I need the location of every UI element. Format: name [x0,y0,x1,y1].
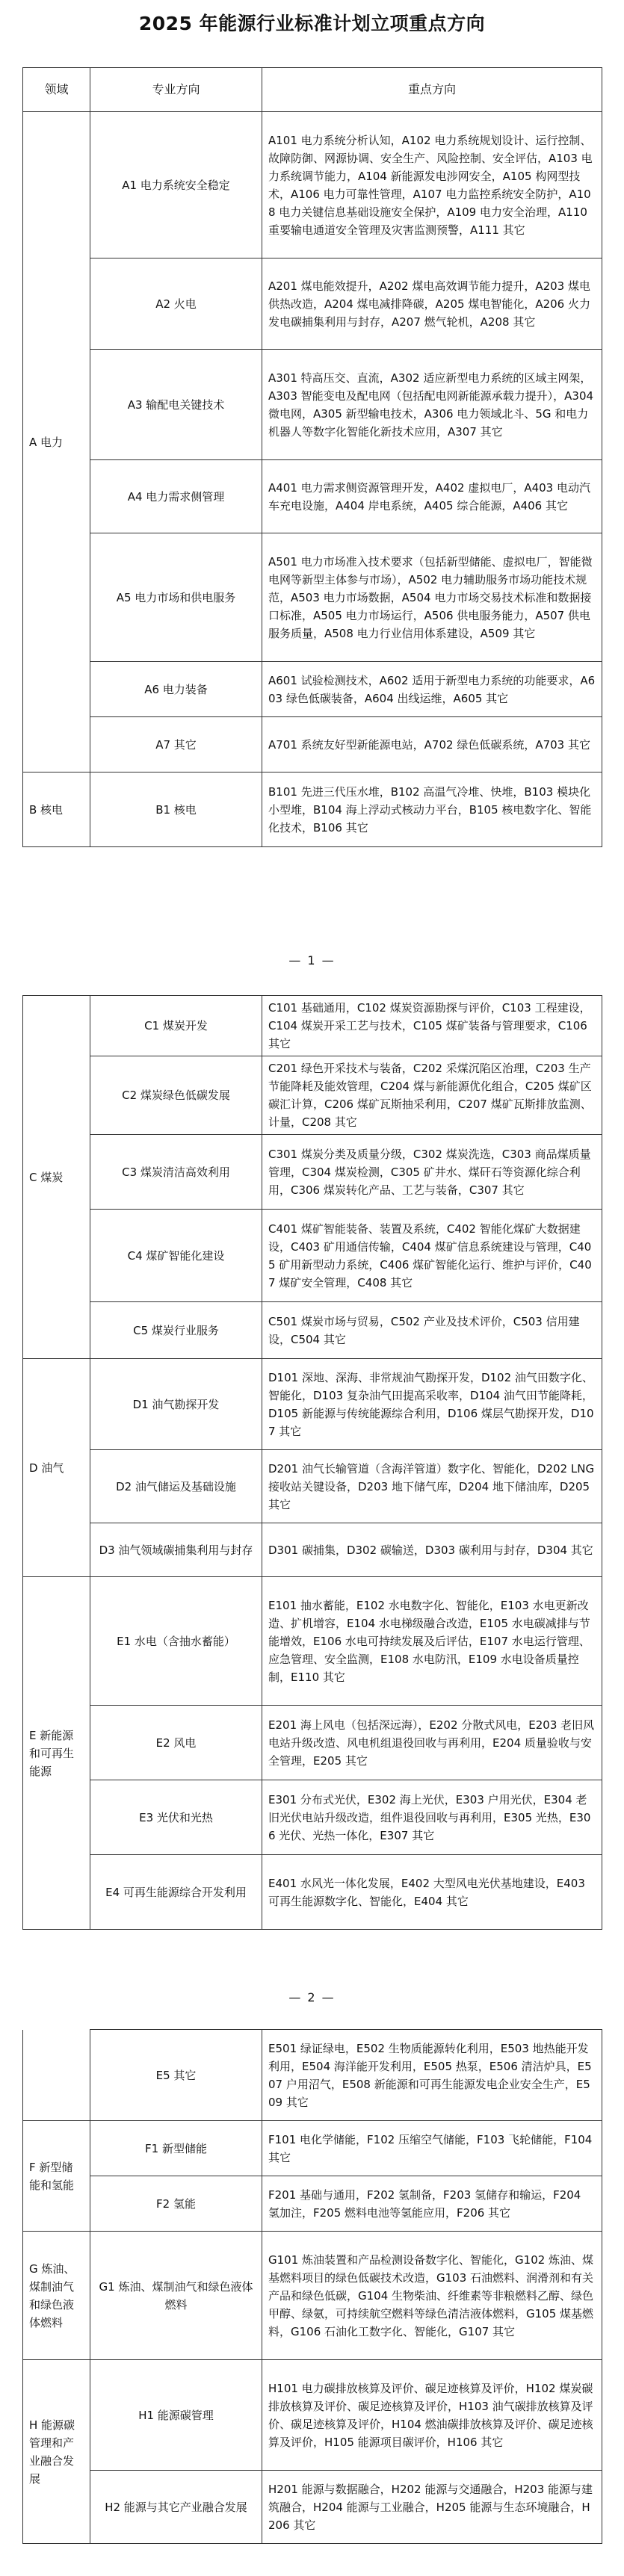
key-areas-cell: D101 深地、深海、非常规油气勘探开发，D102 油气田数字化、智能化，D103 复杂油气田提高采收率，D104 油气田节能降耗，D105 新能源与传统能源综合利用，D106 煤层气勘探开发，D107 其它 [262,1359,602,1450]
key-areas-cell: H201 能源与数据融合，H202 能源与交通融合，H203 能源与建筑融合，H204 能源与工业融合，H205 能源与生态环境融合，H206 其它 [262,2471,602,2544]
key-areas-cell: A101 电力系统分析认知，A102 电力系统规划设计、运行控制、故障防御、网源协调、安全生产、风险控制、安全评估，A103 电力系统调节能力，A104 新能源发电涉网安全，A105 构网型技术，A106 电力可靠性管理，A107 电力监控系统安全防护，A108 电力关键信息基础设施安全保护，A109 电力安全治理，A110 重要输电通道安全管理及灾害监测预警，A111 其它 [262,112,602,258]
table-row [23,2232,602,2360]
table-row [23,1855,602,1930]
table-row [23,533,602,662]
direction-cell: A3 输配电关键技术 [90,350,262,460]
direction-cell: F2 氢能 [90,2176,262,2232]
table-row [23,773,602,847]
table-row [23,1359,602,1450]
direction-cell: E5 其它 [90,2030,262,2121]
standards-table-page-2 [22,995,602,1930]
key-areas-cell: A401 电力需求侧资源管理开发，A402 虚拟电厂，A403 电动汽车充电设施，A404 岸电系统，A405 综合能源，A406 其它 [262,460,602,533]
table-row [23,350,602,460]
direction-cell: E1 水电（含抽水蓄能） [90,1577,262,1706]
table-row [23,2030,602,2121]
direction-cell: C4 煤矿智能化建设 [90,1210,262,1302]
table-row [23,112,602,258]
direction-cell: A1 电力系统安全稳定 [90,112,262,258]
table-row [23,996,602,1056]
domain-cell: E 新能源和可再生能源 [23,1577,90,1930]
key-areas-cell: A701 系统友好型新能源电站，A702 绿色低碳系统，A703 其它 [262,717,602,773]
key-areas-cell: F201 基础与通用，F202 氢制备，F203 氢储存和输运，F204 氢加注，F205 燃料电池等氢能应用，F206 其它 [262,2176,602,2232]
domain-cell: G 炼油、煤制油气和绿色液体燃料 [23,2232,90,2360]
key-areas-cell: H101 电力碳排放核算及评价、碳足迹核算及评价，H102 煤炭碳排放核算及评价、碳足迹核算及评价，H103 油气碳排放核算及评价、碳足迹核算及评价，H104 燃油碳排放核算及评价、碳足迹核算及评价，H105 能源项目碳评价，H106 其它 [262,2360,602,2471]
table-row [23,1056,602,1135]
key-areas-cell: A301 特高压交、直流，A302 适应新型电力系统的区域主网架，A303 智能变电及配电网（包括配电网新能源承载力提升），A304 微电网，A305 新型输电技术，A306 电力领域北斗、5G 和电力机器人等数字化智能化新技术应用，A307 其它 [262,350,602,460]
domain-cell: C 煤炭 [23,996,90,1359]
key-areas-cell: E201 海上风电（包括深远海），E202 分散式风电，E203 老旧风电站升级改造、风电机组退役回收与再利用，E204 质量验收与安全管理，E205 其它 [262,1706,602,1780]
key-areas-cell: C501 煤炭市场与贸易，C502 产业及技术评价，C503 信用建设，C504 其它 [262,1302,602,1359]
header-key-areas: 重点方向 [262,68,602,112]
direction-cell: A5 电力市场和供电服务 [90,533,262,662]
key-areas-cell: C401 煤矿智能装备、装置及系统，C402 智能化煤矿大数据建设，C403 矿用通信传输，C404 煤矿信息系统建设与管理，C405 矿用新型动力系统，C406 煤矿智能化运行、维护与评价，C407 煤矿安全管理，C408 其它 [262,1210,602,1302]
key-areas-cell: C101 基础通用，C102 煤炭资源勘探与评价，C103 工程建设，C104 煤炭开采工艺与技术，C105 煤矿装备与管理要求，C106 其它 [262,996,602,1056]
direction-cell: D1 油气勘探开发 [90,1359,262,1450]
direction-cell: H2 能源与其它产业融合发展 [90,2471,262,2544]
direction-cell: A7 其它 [90,717,262,773]
page-number: — 2 — [288,1990,336,2004]
key-areas-cell: A201 煤电能效提升，A202 煤电高效调节能力提升，A203 煤电供热改造，A204 煤电减排降碳，A205 煤电智能化，A206 火力发电碳捕集利用与封存，A207 燃气轮机，A208 其它 [262,258,602,350]
standards-table-page-3 [22,2029,602,2544]
header-domain: 领域 [23,68,90,112]
table-row [23,2360,602,2471]
direction-cell: C1 煤炭开发 [90,996,262,1056]
key-areas-cell: E401 水风光一体化发展，E402 大型风电光伏基地建设，E403 可再生能源数字化、智能化，E404 其它 [262,1855,602,1930]
key-areas-cell: A601 试验检测技术，A602 适用于新型电力系统的功能要求，A603 绿色低碳装备，A604 出线运维，A605 其它 [262,662,602,717]
direction-cell: E4 可再生能源综合开发利用 [90,1855,262,1930]
table-row [23,1302,602,1359]
key-areas-cell: D301 碳捕集，D302 碳输送，D303 碳利用与封存，D304 其它 [262,1523,602,1577]
direction-cell: E2 风电 [90,1706,262,1780]
key-areas-cell: A501 电力市场准入技术要求（包括新型储能、虚拟电厂，智能微电网等新型主体参与市场），A502 电力辅助服务市场功能技术规范，A503 电力市场数据，A504 电力市场交易技术标准和数据接口标准，A505 电力市场运行，A506 供电服务能力，A507 供电服务质量，A508 电力行业信用体系建设，A509 其它 [262,533,602,662]
table-row [23,1577,602,1706]
table-row [23,1135,602,1210]
key-areas-cell: E501 绿证绿电，E502 生物质能源转化利用，E503 地热能开发利用，E504 海洋能开发利用，E505 热泵，E506 清洁炉具，E507 户用沼气，E508 新能源和可再生能源发电企业安全生产，E509 其它 [262,2030,602,2121]
direction-cell: E3 光伏和光热 [90,1780,262,1855]
table-row [23,2471,602,2544]
direction-cell: G1 炼油、煤制油气和绿色液体燃料 [90,2232,262,2360]
table-row [23,717,602,773]
table-row [23,460,602,533]
table-header-row [23,68,602,112]
table-row [23,258,602,350]
direction-cell: A4 电力需求侧管理 [90,460,262,533]
domain-cell: A 电力 [23,112,90,773]
table-row [23,2176,602,2232]
page-number: — 1 — [288,953,336,967]
standards-table-page-1 [22,67,602,847]
page-title: 2025 年能源行业标准计划立项重点方向 [138,13,486,34]
direction-cell: D2 油气储运及基础设施 [90,1450,262,1523]
key-areas-cell: E101 抽水蓄能，E102 水电数字化、智能化，E103 水电更新改造、扩机增容，E104 水电梯级融合改造，E105 水电碳减排与节能增效，E106 水电可持续发展及后评估，E107 水电运行管理、应急管理、安全监测，E108 水电防汛，E109 水电设备质量控制，E110 其它 [262,1577,602,1706]
table-row [23,662,602,717]
table-row [23,2121,602,2176]
key-areas-cell: E301 分布式光伏，E302 海上光伏，E303 户用光伏，E304 老旧光伏电站升级改造，组件退役回收与再利用，E305 光热，E306 光伏、光热一体化，E307 其它 [262,1780,602,1855]
header-direction: 专业方向 [90,68,262,112]
table-row [23,1523,602,1577]
table-row [23,1450,602,1523]
direction-cell: H1 能源碳管理 [90,2360,262,2471]
direction-cell: F1 新型储能 [90,2121,262,2176]
key-areas-cell: D201 油气长输管道（含海洋管道）数字化、智能化，D202 LNG 接收站关键设备，D203 地下储气库，D204 地下储油库，D205 其它 [262,1450,602,1523]
domain-cell-continued [23,2030,90,2121]
key-areas-cell: C301 煤炭分类及质量分级，C302 煤炭洗选，C303 商品煤质量管理，C304 煤炭检测，C305 矿井水、煤矸石等资源化综合利用，C306 煤炭转化产品、工艺与装备，C307 其它 [262,1135,602,1210]
key-areas-cell: F101 电化学储能，F102 压缩空气储能，F103 飞轮储能，F104 其它 [262,2121,602,2176]
key-areas-cell: G101 炼油装置和产品检测设备数字化、智能化，G102 炼油、煤基燃料项目的绿色低碳技术改造，G103 石油燃料、润滑剂和有关产品和绿色低碳，G104 生物柴油、纤维素等非粮燃料乙醇、绿色甲醇、绿氨，可持续航空燃料等绿色清洁液体燃料，G105 煤基燃料，G106 石油化工数字化、智能化，G107 其它 [262,2232,602,2360]
direction-cell: C5 煤炭行业服务 [90,1302,262,1359]
direction-cell: A6 电力装备 [90,662,262,717]
direction-cell: C2 煤炭绿色低碳发展 [90,1056,262,1135]
key-areas-cell: C201 绿色开采技术与装备，C202 采煤沉陷区治理，C203 生产节能降耗及能效管理，C204 煤与新能源优化组合，C205 煤矿区碳汇计算，C206 煤矿瓦斯抽采利用，C207 煤矿瓦斯排放监测、计量，C208 其它 [262,1056,602,1135]
direction-cell: D3 油气领域碳捕集利用与封存 [90,1523,262,1577]
domain-cell: H 能源碳管理和产业融合发展 [23,2360,90,2544]
table-row [23,1706,602,1780]
table-row [23,1210,602,1302]
direction-cell: C3 煤炭清洁高效利用 [90,1135,262,1210]
domain-cell: B 核电 [23,773,90,847]
direction-cell: A2 火电 [90,258,262,350]
direction-cell: B1 核电 [90,773,262,847]
table-row [23,1780,602,1855]
domain-cell: D 油气 [23,1359,90,1577]
domain-cell: F 新型储能和氢能 [23,2121,90,2232]
key-areas-cell: B101 先进三代压水堆，B102 高温气冷堆、快堆，B103 模块化小型堆，B104 海上浮动式核动力平台，B105 核电数字化、智能化技术，B106 其它 [262,773,602,847]
